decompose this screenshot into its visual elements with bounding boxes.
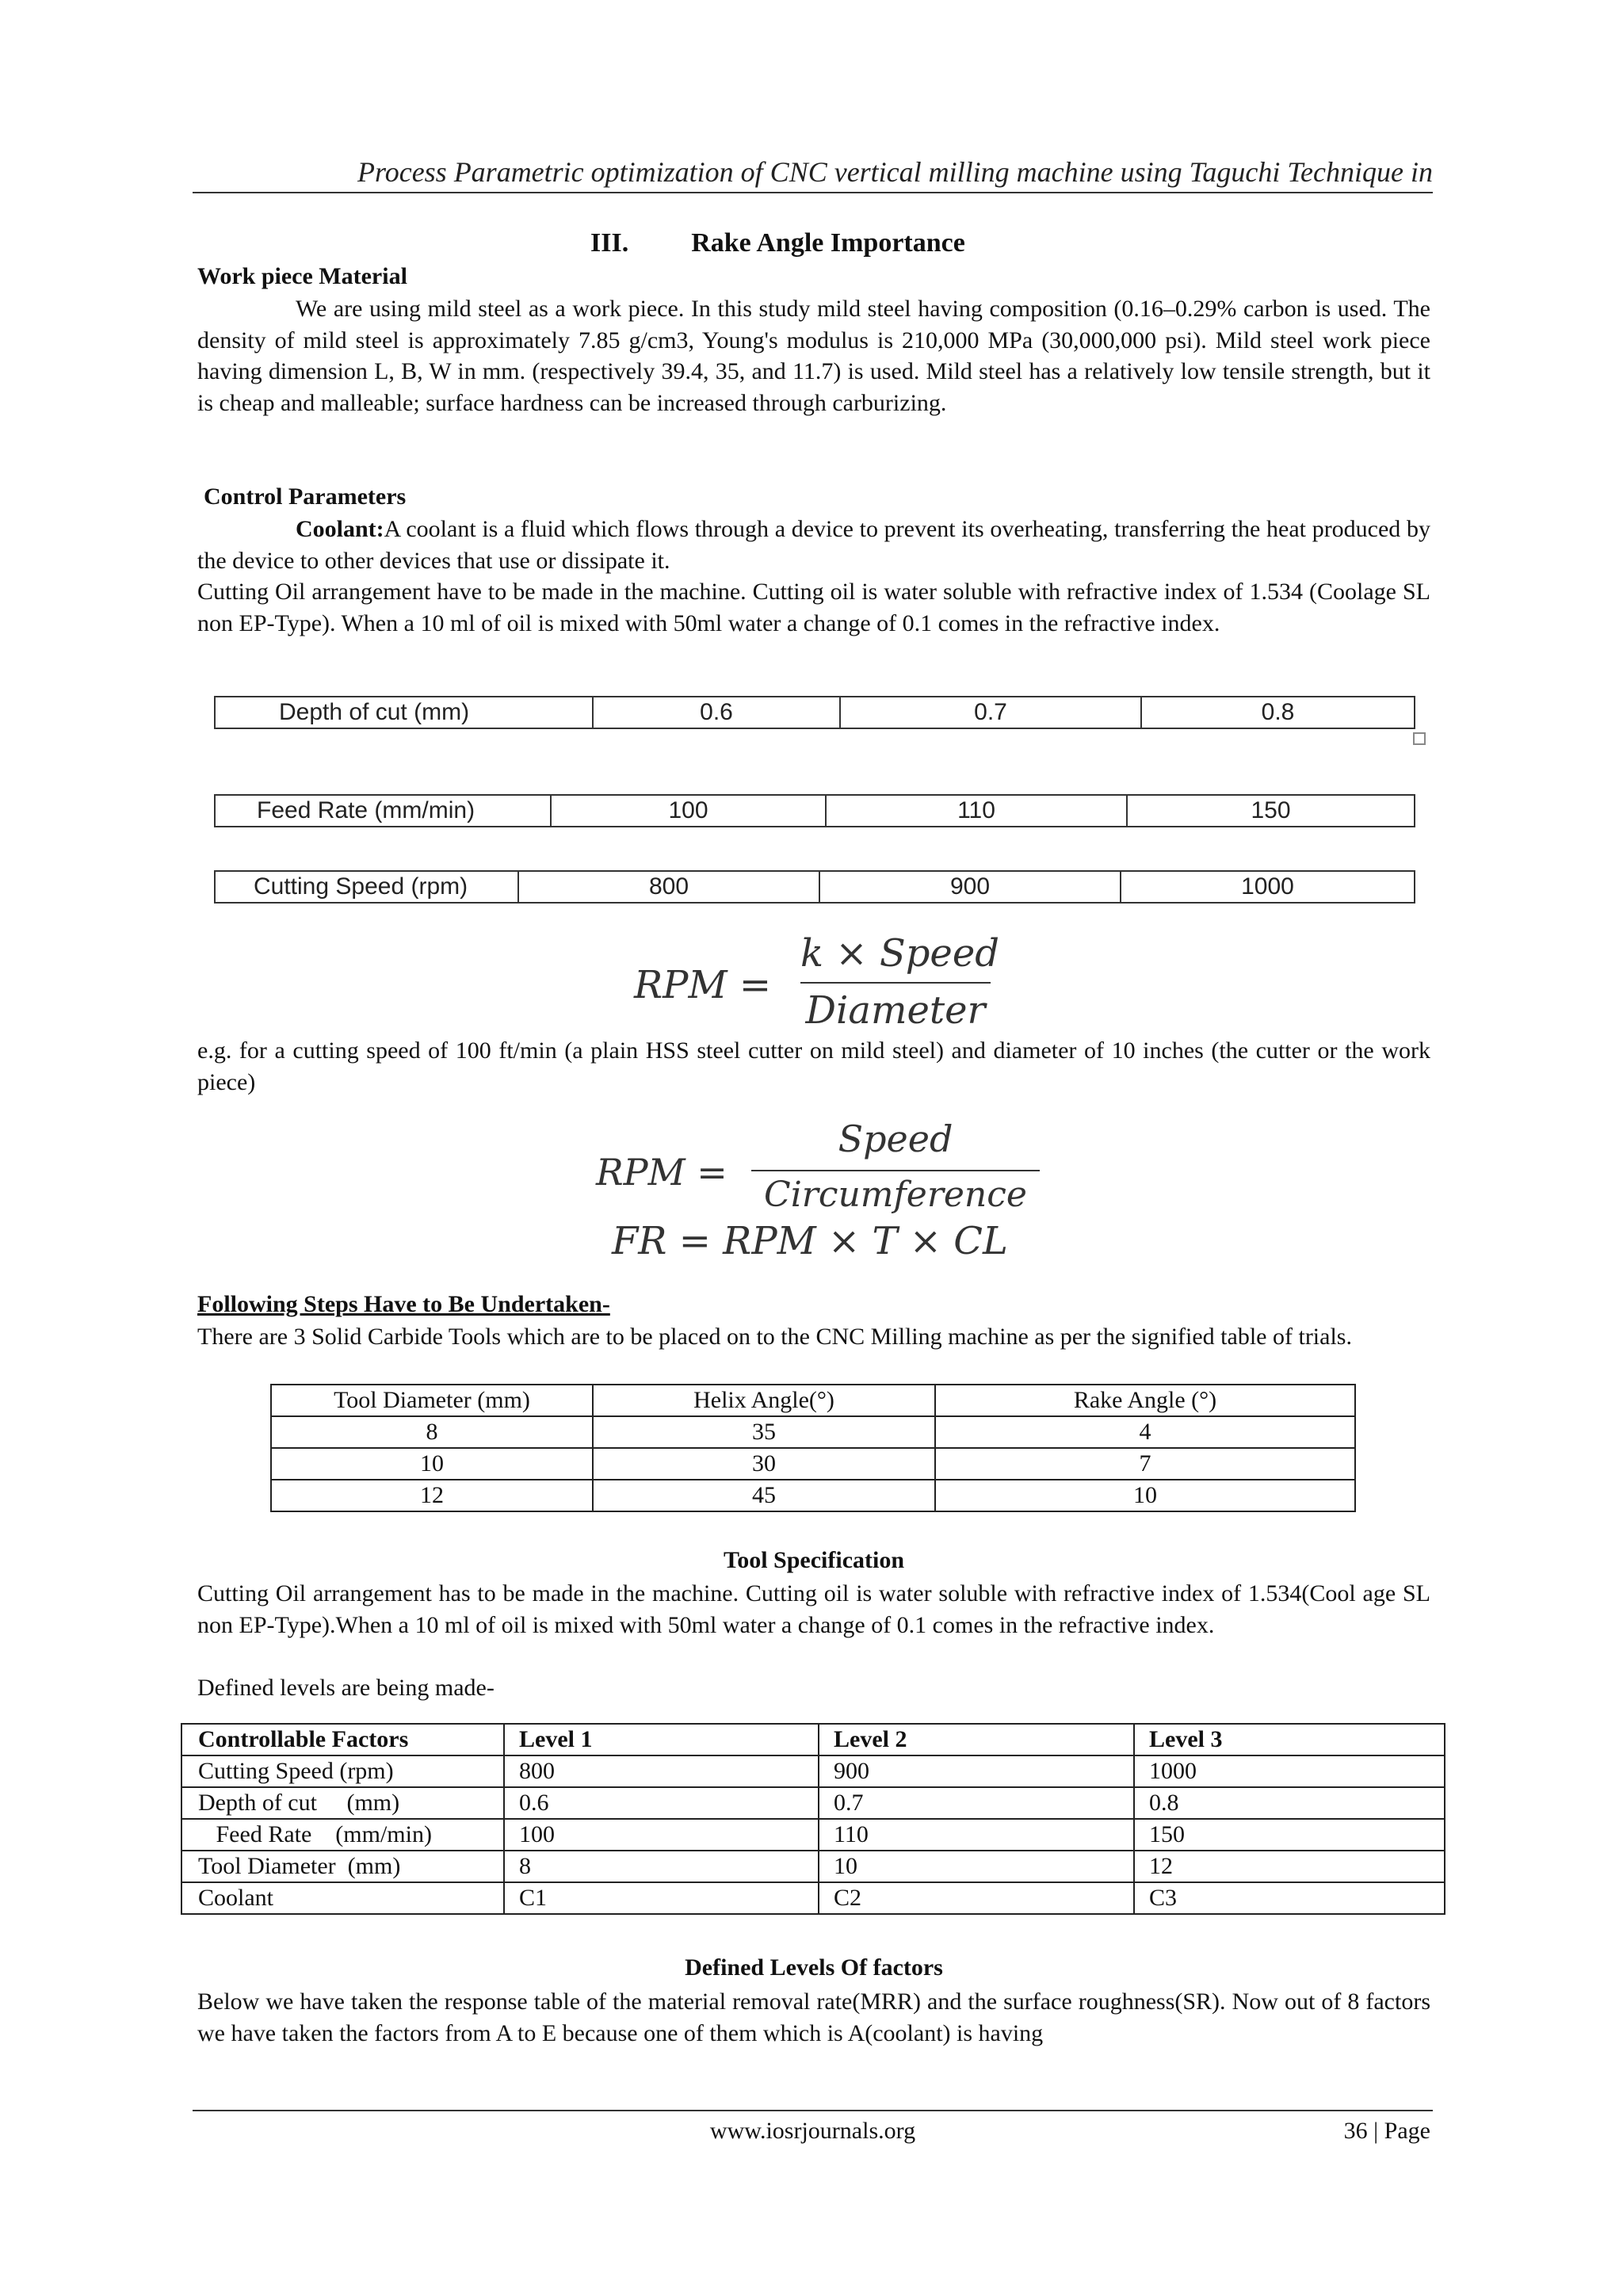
table-cell: 900 <box>819 871 1121 903</box>
table-cell: 0.8 <box>1134 1787 1445 1819</box>
formula-numerator: Speed <box>838 1117 953 1160</box>
table-cell: 0.8 <box>1141 697 1415 728</box>
section-title: Rake Angle Importance <box>691 228 965 258</box>
table-row <box>215 871 1415 903</box>
tool-table-caption: Tool Specification <box>723 1547 905 1573</box>
table-cell: 800 <box>504 1755 819 1787</box>
table-cell: 30 <box>593 1448 935 1480</box>
defined-levels-text: Defined levels are being made- <box>197 1675 495 1701</box>
table-cell: 12 <box>1134 1851 1445 1882</box>
control-heading: Control Parameters <box>204 483 407 510</box>
table-row <box>181 1819 1445 1851</box>
table-cell: Feed Rate (mm/min) <box>181 1819 504 1851</box>
table-cell: 0.6 <box>593 697 840 728</box>
column-header: Tool Diameter (mm) <box>271 1385 593 1416</box>
workpiece-heading: Work piece Material <box>197 263 407 289</box>
steps-heading: Following Steps Have to Be Undertaken- <box>197 1291 610 1317</box>
table-cell: 10 <box>819 1851 1134 1882</box>
formula-numerator: k × Speed <box>800 931 999 976</box>
table-cell: 800 <box>518 871 819 903</box>
table-row <box>181 1787 1445 1819</box>
table-resize-handle[interactable] <box>1413 732 1426 745</box>
table-cell: 110 <box>826 795 1127 827</box>
column-header: Level 2 <box>819 1724 1134 1755</box>
table-row <box>215 697 1415 728</box>
table-cell: Cutting Speed (rpm) <box>181 1755 504 1787</box>
table-header-row <box>271 1385 1355 1416</box>
formula-denominator: Circumference <box>764 1175 1027 1215</box>
feed-rate-table <box>214 794 1415 827</box>
formula-lhs: RPM = <box>596 1151 727 1194</box>
table-cell: 8 <box>271 1416 593 1448</box>
page-number: 36 | Page <box>1343 2118 1430 2144</box>
cutting-speed-table <box>214 870 1415 904</box>
depth-of-cut-table <box>214 696 1415 729</box>
feed-rate-formula: FR = RPM × T × CL <box>612 1219 1008 1263</box>
table-cell: 10 <box>271 1448 593 1480</box>
section-heading <box>590 228 965 258</box>
row-label: Cutting Speed (rpm) <box>215 871 518 903</box>
table-cell: 110 <box>819 1819 1134 1851</box>
column-header: Rake Angle (°) <box>935 1385 1355 1416</box>
table-row <box>271 1448 1355 1480</box>
table-header-row <box>181 1724 1445 1755</box>
table-cell: C3 <box>1134 1882 1445 1914</box>
table-cell: 8 <box>504 1851 819 1882</box>
table-cell: 100 <box>551 795 826 827</box>
table-cell: 900 <box>819 1755 1134 1787</box>
rpm-formula <box>634 931 999 1034</box>
tool-table <box>270 1384 1356 1512</box>
table-cell: 100 <box>504 1819 819 1851</box>
table-row <box>181 1851 1445 1882</box>
workpiece-paragraph: We are using mild steel as a work piece. In this study mild steel having composition (0.16–0.29% carbon is used. The density of mild steel is approximately 7.85 g/cm3, Young's modulus is 210,000 MPa (30,000,000 psi). Mild steel work piece having dimension L, B, W in mm. (respectively 39.4, 35, and 11.7) is used. Mild steel has a relatively low tensile strength, but it is cheap and malleable; surface hardness can be increased through carburizing. <box>197 296 1430 416</box>
footer-rule <box>193 2110 1433 2111</box>
row-label: Depth of cut (mm) <box>215 697 593 728</box>
table-cell: 45 <box>593 1480 935 1511</box>
table-cell: 150 <box>1127 795 1415 827</box>
fraction-bar <box>751 1170 1040 1171</box>
cutting-oil-paragraph: Cutting Oil arrangement have to be made in the machine. Cutting oil is water soluble with refractive index of 1.534 (Coolage SL non EP-Type). When a 10 ml of oil is mixed with 50ml water a change of 0.1 comes in the refractive index. <box>197 579 1430 636</box>
closing-paragraph: Below we have taken the response table of the material removal rate(MRR) and the surface roughness(SR). Now out of 8 factors we have taken the factors from A to E because one of them which is A(coolant) is having <box>197 1988 1430 2046</box>
table-row <box>271 1416 1355 1448</box>
coolant-label: Coolant: <box>296 516 384 542</box>
table-cell: 0.6 <box>504 1787 819 1819</box>
column-header: Helix Angle(°) <box>593 1385 935 1416</box>
tool-spec-paragraph: Cutting Oil arrangement has to be made in the machine. Cutting oil is water soluble with refractive index of 1.534(Cool age SL non EP-Type).When a 10 ml of oil is mixed with 50ml water a change of 0.1 comes in the refractive index. <box>197 1580 1430 1638</box>
rpm-circumference-formula <box>596 1117 1040 1268</box>
table-cell: 150 <box>1134 1819 1445 1851</box>
table-cell: 10 <box>935 1480 1355 1511</box>
column-header: Level 3 <box>1134 1724 1445 1755</box>
table-cell: 12 <box>271 1480 593 1511</box>
table-cell: 0.7 <box>840 697 1141 728</box>
table-row <box>215 795 1415 827</box>
table-cell: Tool Diameter (mm) <box>181 1851 504 1882</box>
steps-paragraph: There are 3 Solid Carbide Tools which are to be placed on to the CNC Milling machine as per the signified table of trials. <box>197 1324 1352 1350</box>
table-cell: 1000 <box>1134 1755 1445 1787</box>
example-paragraph: e.g. for a cutting speed of 100 ft/min (a plain HSS steel cutter on mild steel) and diameter of 10 inches (the cutter or the work piece) <box>197 1037 1430 1095</box>
table-cell: C2 <box>819 1882 1134 1914</box>
fraction-bar <box>800 982 991 984</box>
formula-denominator: Diameter <box>805 988 986 1033</box>
column-header: Controllable Factors <box>181 1724 504 1755</box>
table-row <box>181 1882 1445 1914</box>
column-header: Level 1 <box>504 1724 819 1755</box>
running-header: Process Parametric optimization of CNC vertical milling machine using Taguchi Technique in <box>357 156 1433 188</box>
footer-site: www.iosrjournals.org <box>709 2118 916 2144</box>
coolant-paragraph <box>197 514 1430 576</box>
table-cell: 7 <box>935 1448 1355 1480</box>
row-label: Feed Rate (mm/min) <box>215 795 551 827</box>
coolant-text: A coolant is a fluid which flows through a device to prevent its overheating, transferring the heat produced by the device to other devices that use or dissipate it. <box>197 516 1430 574</box>
formula-lhs: RPM = <box>634 963 772 1007</box>
table-row <box>181 1755 1445 1787</box>
table-row <box>271 1480 1355 1511</box>
table-cell: 0.7 <box>819 1787 1134 1819</box>
table-cell: 4 <box>935 1416 1355 1448</box>
levels-table <box>181 1723 1445 1915</box>
section-number: III. <box>590 228 629 258</box>
table-cell: C1 <box>504 1882 819 1914</box>
header-rule <box>193 192 1433 193</box>
table-cell: 1000 <box>1121 871 1415 903</box>
table-cell: Depth of cut (mm) <box>181 1787 504 1819</box>
levels-table-caption: Defined Levels Of factors <box>685 1954 943 1981</box>
table-cell: Coolant <box>181 1882 504 1914</box>
table-cell: 35 <box>593 1416 935 1448</box>
